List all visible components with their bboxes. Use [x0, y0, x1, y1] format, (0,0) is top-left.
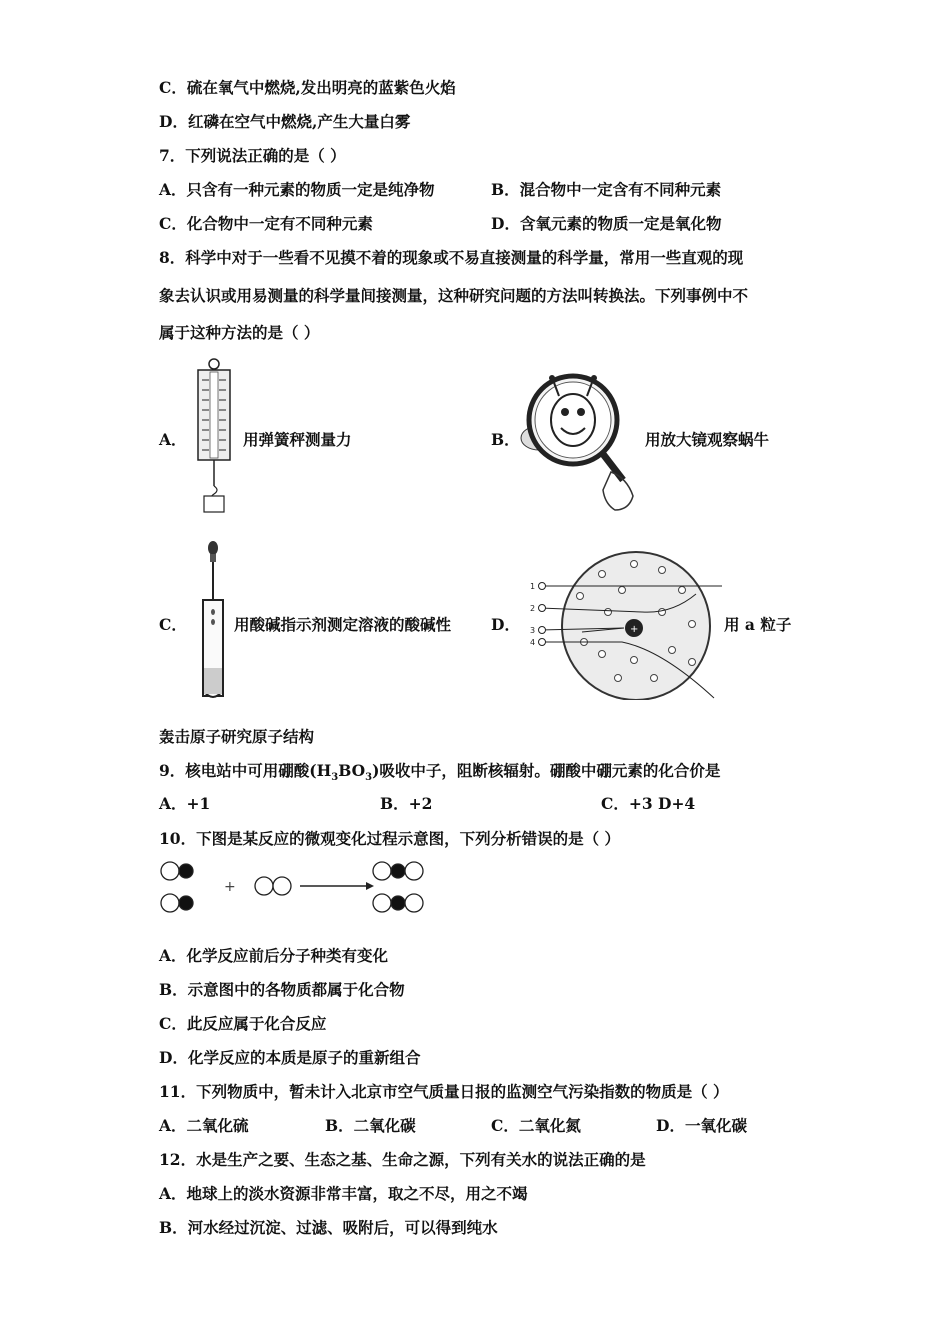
q10-option-a: A．化学反应前后分子种类有变化	[159, 946, 389, 965]
q9-option-a: A．+1	[159, 794, 211, 813]
dropper-test-tube-figure	[195, 540, 231, 705]
alpha-label-1: 1	[530, 582, 536, 591]
q10-option-b: B．示意图中的各物质都属于化合物	[159, 980, 405, 999]
svg-text:+: +	[630, 624, 639, 635]
q8-stem-line2: 象去认识或用易测量的科学量间接测量，这种研究问题的方法叫转换法。下列事例中不	[159, 286, 749, 305]
q8-option-b-letter: B．	[491, 430, 520, 449]
q9-option-b: B．+2	[380, 794, 433, 813]
q7-stem: 7．下列说法正确的是（ ）	[159, 146, 346, 165]
q6-option-d: D．红磷在空气中燃烧,产生大量白雾	[159, 112, 411, 131]
q10-stem: 10．下图是某反应的微观变化过程示意图，下列分析错误的是（ ）	[159, 829, 620, 848]
q10-option-c: C．此反应属于化合反应	[159, 1014, 327, 1033]
q7-option-d: D．含氧元素的物质一定是氧化物	[491, 214, 722, 233]
q7-option-a: A．只含有一种元素的物质一定是纯净物	[159, 180, 435, 199]
q8-option-a-text: 用弹簧秤测量力	[243, 430, 352, 449]
q9-stem: 9．核电站中可用硼酸$(H_3BO_3)$吸收中子，阻断核辐射。硼酸中硼元素的化合价是	[159, 761, 721, 784]
q8-option-c-letter: C．	[159, 615, 187, 634]
q6-option-c: C．硫在氧气中燃烧,发出明亮的蓝紫色火焰	[159, 78, 456, 97]
q8-option-d-text: 用 a 粒子	[724, 615, 792, 634]
q12-option-a: A．地球上的淡水资源非常丰富，取之不尽，用之不竭	[159, 1184, 528, 1203]
q8-option-d-letter: D．	[491, 615, 520, 634]
magnifier-snail-figure	[515, 362, 645, 517]
q8-option-b-text: 用放大镜观察蜗牛	[645, 430, 770, 449]
alpha-label-4: 4	[530, 638, 536, 647]
q11-option-d: D．一氧化碳	[656, 1116, 747, 1135]
alpha-scattering-figure	[522, 550, 722, 700]
q7-option-c: C．化合物中一定有不同种元素	[159, 214, 373, 233]
q8-stem-line3: 属于这种方法的是（ ）	[159, 323, 320, 342]
q11-option-a: A．二氧化硫	[159, 1116, 249, 1135]
q8-option-c-text: 用酸碱指示剂测定溶液的酸碱性	[234, 615, 452, 634]
q11-option-b: B．二氧化碳	[325, 1116, 416, 1135]
q9-option-cd: C．+3 D+4	[601, 794, 696, 813]
q8-option-a-letter: A．	[159, 430, 187, 449]
reaction-diagram	[158, 858, 438, 918]
alpha-label-2: 2	[530, 604, 536, 613]
alpha-label-3: 3	[530, 626, 536, 635]
q12-stem: 12．水是生产之要、生态之基、生命之源，下列有关水的说法正确的是	[159, 1150, 646, 1169]
q11-stem: 11．下列物质中，暂未计入北京市空气质量日报的监测空气污染指数的物质是（ ）	[159, 1082, 729, 1101]
plus-sign: +	[224, 879, 236, 895]
q7-option-b: B．混合物中一定含有不同种元素	[491, 180, 722, 199]
q8-stem-line1: 8．科学中对于一些看不见摸不着的现象或不易直接测量的科学量，常用一些直观的现	[159, 248, 744, 267]
spring-scale-figure	[184, 356, 244, 516]
q12-option-b: B．河水经过沉淀、过滤、吸附后，可以得到纯水	[159, 1218, 498, 1237]
q10-option-d: D．化学反应的本质是原子的重新组合	[159, 1048, 421, 1067]
q11-option-c: C．二氧化氮	[491, 1116, 581, 1135]
q8-option-d-continuation: 轰击原子研究原子结构	[159, 727, 315, 746]
